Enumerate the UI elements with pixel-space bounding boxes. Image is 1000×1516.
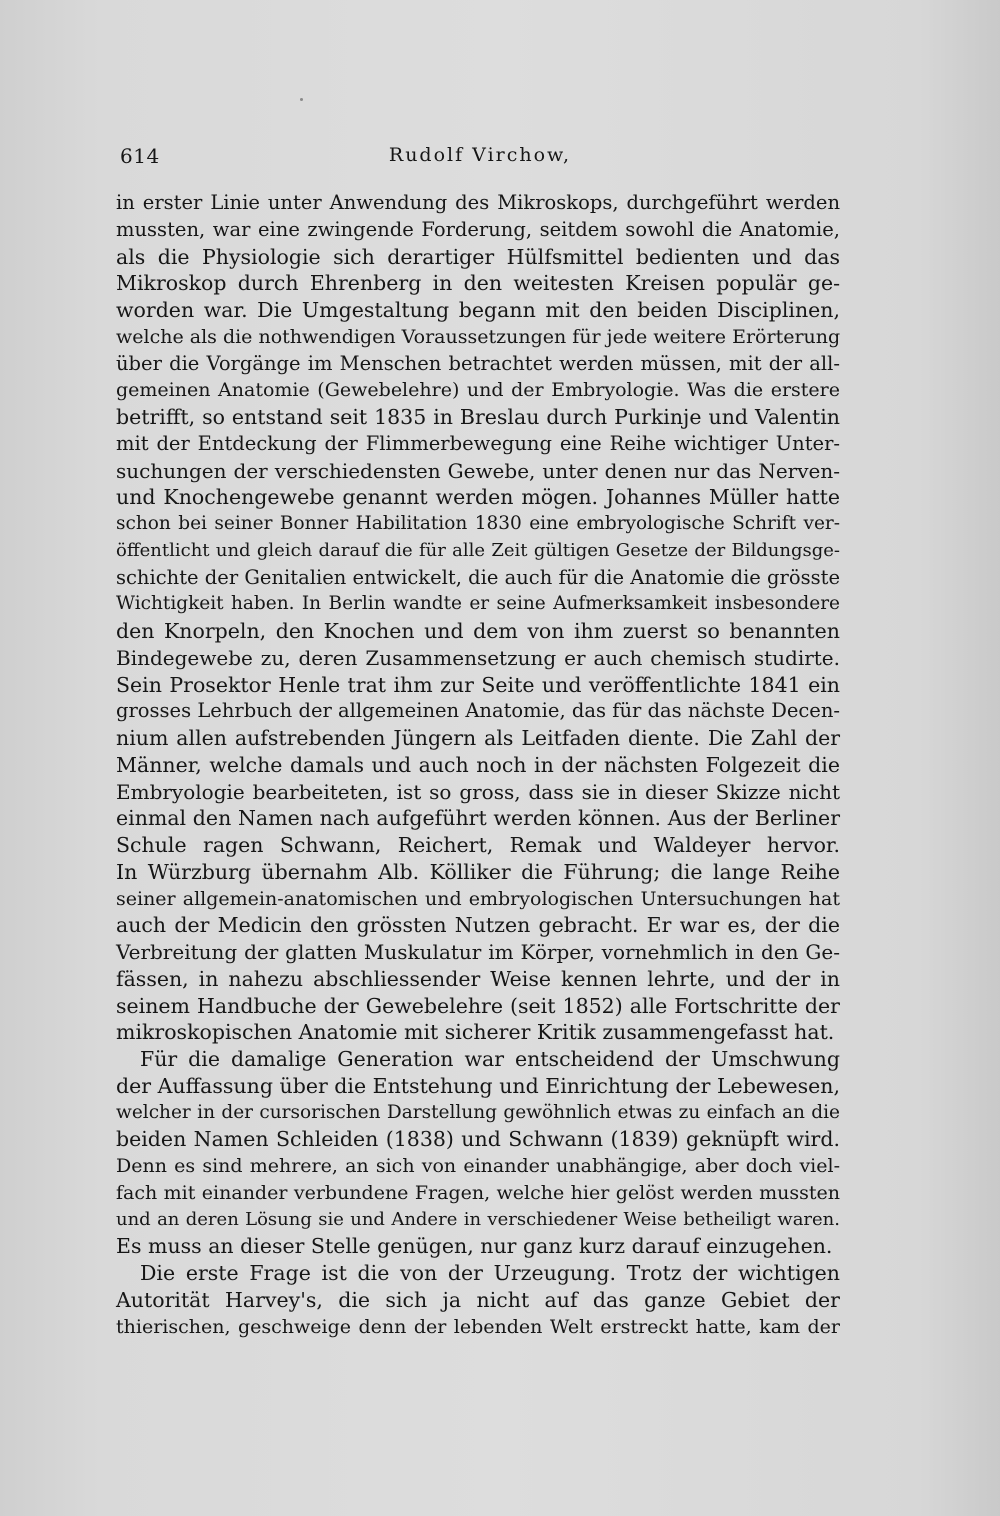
text-line: den Knorpeln, den Knochen und dem von ihm zuerst so benannten <box>116 619 840 643</box>
body-text <box>116 190 840 1350</box>
running-head: Rudolf Virchow, <box>388 144 572 166</box>
text-line: und Knochengewebe genannt werden mögen. Johannes Müller hatte <box>116 485 840 510</box>
text-line: Verbreitung der glatten Muskulatur im Körper, vornehmlich in den Ge- <box>116 940 840 964</box>
text-line: welche als die nothwendigen Voraussetzungen für jede weitere Erörterung <box>116 325 841 348</box>
page-header <box>120 144 840 172</box>
text-line: Bindegewebe zu, deren Zusammensetzung er auch chemisch studirte. <box>116 645 840 670</box>
text-line: thierischen, geschweige denn der lebenden Welt erstreckt hatte, kam der <box>116 1315 840 1338</box>
text-line: Männer, welche damals und auch noch in der nächsten Folgezeit die <box>116 752 840 777</box>
text-line: seiner allgemein-anatomischen und embryologischen Untersuchungen hat <box>116 887 840 910</box>
text-line: Die erste Frage ist die von der Urzeugung. Trotz der wichtigen <box>140 1261 840 1285</box>
text-line: beiden Namen Schleiden (1838) und Schwann (1839) geknüpft wird. <box>116 1127 840 1152</box>
text-line: mit der Entdeckung der Flimmerbewegung eine Reihe wichtiger Unter- <box>116 431 840 455</box>
text-line: schichte der Genitalien entwickelt, die auch für die Anatomie die grösste <box>116 565 840 589</box>
text-line: suchungen der verschiedensten Gewebe, unter denen nur das Nerven- <box>116 458 840 483</box>
text-line: gemeinen Anatomie (Gewebelehre) und der Embryologie. Was die erstere <box>116 379 840 402</box>
text-line: In Würzburg übernahm Alb. Kölliker die Führung; die lange Reihe <box>116 859 840 884</box>
text-line: fässen, in nahezu abschliessender Weise kennen lehrte, und der in <box>116 966 840 991</box>
text-line: Embryologie bearbeiteten, ist so gross, dass sie in dieser Skizze nicht <box>116 779 840 804</box>
text-line: grosses Lehrbuch der allgemeinen Anatomie, das für das nächste Decen- <box>116 699 840 723</box>
text-line: über die Vorgänge im Menschen betrachtet werden müssen, mit der all- <box>116 351 840 375</box>
paper-speck <box>300 98 303 101</box>
text-line: mikroskopischen Anatomie mit sicherer Kritik zusammengefasst hat. <box>116 1020 835 1045</box>
text-line: seinem Handbuche der Gewebelehre (seit 1852) alle Fortschritte der <box>116 993 840 1018</box>
text-line: Denn es sind mehrere, an sich von einander unabhängige, aber doch viel- <box>116 1155 840 1177</box>
text-line: und an deren Lösung sie und Andere in verschiedener Weise betheiligt waren. <box>116 1208 840 1230</box>
text-line: nium allen aufstrebenden Jüngern als Leitfaden diente. Die Zahl der <box>116 726 840 750</box>
text-line: einmal den Namen nach aufgeführt werden können. Aus der Berliner <box>116 806 840 831</box>
text-line: öffentlicht und gleich darauf die für alle Zeit gültigen Gesetze der Bildungsge- <box>116 539 840 561</box>
text-line: schon bei seiner Bonner Habilitation 1830 eine embryologische Schrift ver- <box>116 513 840 534</box>
text-line: Für die damalige Generation war entscheidend der Umschwung <box>140 1047 840 1071</box>
page-number: 614 <box>120 144 160 168</box>
text-line: Autorität Harvey's, die sich ja nicht auf das ganze Gebiet der <box>116 1287 840 1312</box>
text-line: auch der Medicin den grössten Nutzen gebracht. Er war es, der die <box>116 913 840 938</box>
text-line: Mikroskop durch Ehrenberg in den weitesten Kreisen populär ge- <box>116 271 840 296</box>
text-line: Sein Prosektor Henle trat ihm zur Seite und veröffentlichte 1841 ein <box>116 672 840 697</box>
text-line: Es muss an dieser Stelle genügen, nur ganz kurz darauf einzugehen. <box>116 1234 833 1259</box>
text-line: der Auffassung über die Entstehung und Einrichtung der Lebewesen, <box>116 1073 840 1098</box>
text-line: Schule ragen Schwann, Reichert, Remak und Waldeyer hervor. <box>116 833 840 857</box>
text-line: in erster Linie unter Anwendung des Mikroskops, durchgeführt werden <box>116 191 840 214</box>
text-line: als die Physiologie sich derartiger Hülfsmittel bedienten und das <box>116 244 840 269</box>
text-line: worden war. Die Umgestaltung begann mit den beiden Disciplinen, <box>116 298 840 322</box>
text-line: mussten, war eine zwingende Forderung, seitdem sowohl die Anatomie, <box>116 217 840 241</box>
text-line: fach mit einander verbundene Fragen, welche hier gelöst werden mussten <box>116 1181 840 1204</box>
text-line: welcher in der cursorischen Darstellung gewöhnlich etwas zu einfach an die <box>116 1101 840 1123</box>
text-line: betrifft, so entstand seit 1835 in Breslau durch Purkinje und Valentin <box>116 405 840 429</box>
text-line: Wichtigkeit haben. In Berlin wandte er seine Aufmerksamkeit insbesondere <box>116 593 840 615</box>
